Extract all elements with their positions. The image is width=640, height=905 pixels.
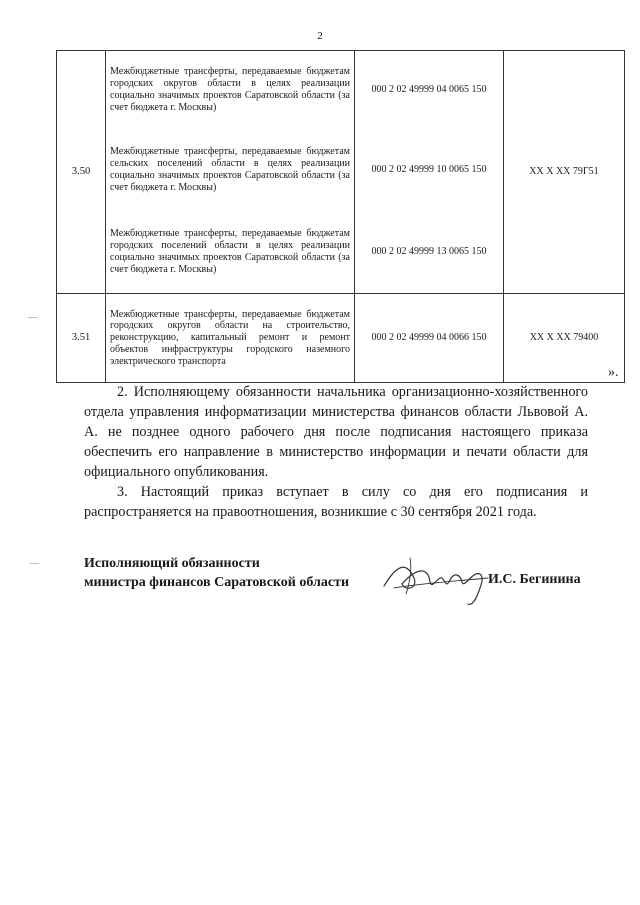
description-text: Межбюджетные трансферты, передаваемые бюджетам сельских поселений области в целях реализации социально значимых проектов Саратовской области (за счет бюджета г. Москвы) xyxy=(110,146,350,193)
signatory-title-line2: министра финансов Саратовской области xyxy=(84,575,350,590)
description-text: Межбюджетные трансферты, передаваемые бюджетам городских поселений области в целях реализации социально значимых проектов Саратовской области (за счет бюджета г. Москвы) xyxy=(110,228,350,275)
margin-mark: — xyxy=(30,558,39,568)
budget-code: 000 2 02 49999 04 0066 150 xyxy=(355,294,504,383)
budget-code-cell xyxy=(355,51,504,294)
budget-code: 000 2 02 49999 10 0065 150 xyxy=(371,164,487,176)
row-number: 3.50 xyxy=(57,51,106,294)
paragraph-3: 3. Настоящий приказ вступает в силу со дня его подписания и распространяется на правоотношения, возникшие с 30 сентября 2021 года. xyxy=(84,484,588,520)
closing-quote: ». xyxy=(608,365,619,380)
paragraph-2: 2. Исполняющему обязанности начальника организационно-хозяйственного отдела управления информатизации министерства финансов области Львовой А. А. не позднее одного рабочего дня после подписания настоящего приказа обеспечить его направление в министерство информации и печати области для официального опубликования. xyxy=(84,384,588,480)
page-number: 2 xyxy=(317,30,323,42)
budget-code: 000 2 02 49999 13 0065 150 xyxy=(371,246,487,258)
description-cell xyxy=(106,51,355,294)
order-paragraphs xyxy=(84,382,588,522)
row-number: 3.51 xyxy=(57,294,106,383)
table-row-3-50 xyxy=(57,51,625,294)
margin-mark: — xyxy=(28,312,37,322)
budget-code: 000 2 02 49999 04 0065 150 xyxy=(371,84,487,96)
budget-classification-table xyxy=(56,50,625,383)
signatory-name: И.С. Бегинина xyxy=(488,572,581,587)
signatory-title xyxy=(84,554,349,592)
description-text: Межбюджетные трансферты, передаваемые бюджетам городских округов области на строительство, реконструкцию, капитальный ремонт и ремонт объектов инфраструктуры городского наземного электрического транспорта xyxy=(106,294,355,383)
target-code-cell: XX X XX 79400 xyxy=(504,294,625,383)
table-row-3-51 xyxy=(57,294,625,383)
handwritten-signature xyxy=(376,548,496,608)
signatory-title-line1: Исполняющий обязанности xyxy=(84,556,260,571)
description-text: Межбюджетные трансферты, передаваемые бюджетам городских округов области в целях реализации социально значимых проектов Саратовской области (за счет бюджета г. Москвы) xyxy=(110,66,350,113)
target-code-cell: XX X XX 79Г51 xyxy=(504,51,625,294)
